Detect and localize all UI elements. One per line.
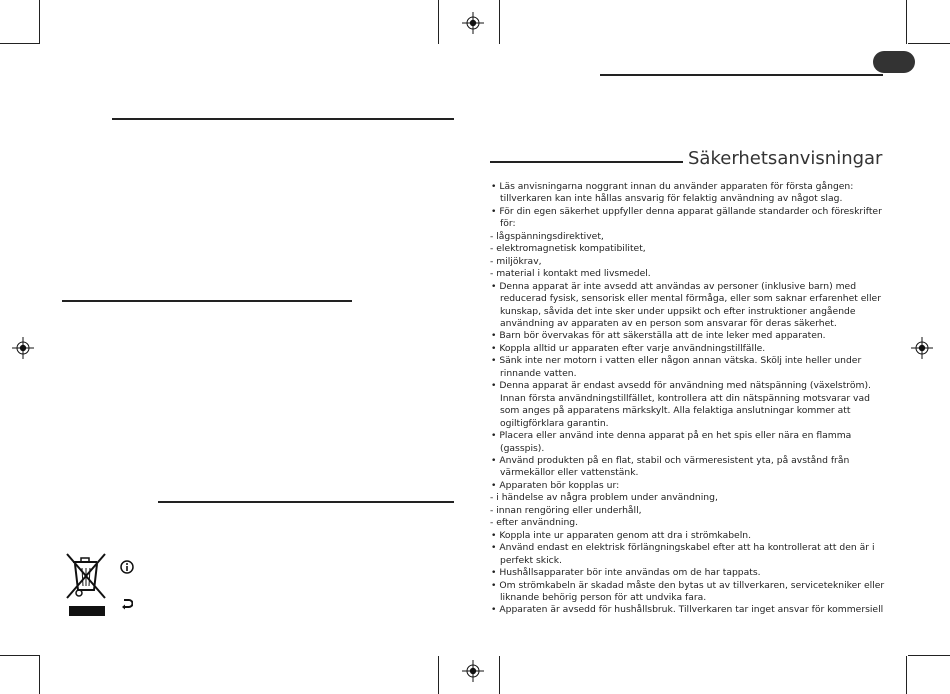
turn-arrow-icon [121,598,133,610]
dash-item: - i händelse av några problem under användning, [490,492,718,504]
bullet-line: • Barn bör övervakas för att säkerställa att de inte leker med apparaten. [491,330,826,342]
continuation-line: värmekällor eller vattenstänk. [500,467,639,479]
continuation-line: kunskap, såvida det inte sker under uppsikt och efter instruktioner angående [500,305,856,317]
bullet-line: • Koppla inte ur apparaten genom att dra i strömkabeln. [491,529,751,541]
registration-mark-icon [462,660,484,682]
language-tab-badge [873,51,915,73]
continuation-line: perfekt skick. [500,554,562,566]
bullet-line: • Använd endast en elektrisk förlängningskabel efter att ha kontrollerat att den är i [491,542,875,554]
continuation-line: användning av apparaten av en person som ansvarar för deras säkerhet. [500,317,837,329]
continuation-line: ogiltigförklara garantin. [500,417,609,429]
bullet-line: • Om strömkabeln är skadad måste den bytas ut av tillverkaren, servicetekniker eller [491,579,885,591]
bullet-line: • Denna apparat är inte avsedd att användas av personer (inklusive barn) med [491,280,857,292]
bullet-line: • Använd produkten på en flat, stabil och värmeresistent yta, på avstånd från [491,454,850,466]
continuation-line: tillverkaren kan inte hållas ansvarig för felaktig användning av något slag. [500,193,843,205]
section-rule [158,501,454,503]
continuation-line: som anges på apparatens märkskylt. Alla felaktiga anslutningar kommer att [500,405,851,417]
title-rule [490,161,683,163]
crop-mark [39,0,40,44]
bullet-line: • Hushållsapparater bör inte användas om de har tappats. [491,567,761,579]
page-title: Säkerhetsanvisningar [688,148,883,169]
dash-item: - material i kontakt med livsmedel. [490,268,651,280]
bullet-line: • För din egen säkerhet uppfyller denna apparat gällande standarder och föreskrifter [491,205,882,217]
crop-mark [908,655,950,656]
bullet-line: • Sänk inte ner motorn i vatten eller någon annan vätska. Skölj inte heller under [491,355,862,367]
crop-mark [0,43,40,44]
bullet-line: • Denna apparat är endast avsedd för användning med nätspänning (växelström). [491,380,871,392]
crop-mark [908,43,950,44]
info-icon [120,560,134,574]
bullet-line: • Apparaten är avsedd för hushållsbruk. Tillverkaren tar inget ansvar för kommersiell [491,604,884,616]
crop-mark [499,656,500,694]
continuation-line: (gasspis). [500,442,545,454]
registration-mark-icon [12,337,34,359]
dash-item: - miljökrav, [490,255,542,267]
continuation-line: reducerad fysisk, sensorisk eller mental förmåga, eller som saknar erfarenhet eller [500,293,881,305]
crop-mark [906,656,907,694]
bullet-line: • Koppla alltid ur apparaten efter varje användningstillfälle. [491,342,766,354]
crop-mark [906,0,907,44]
crop-mark [39,656,40,694]
crop-mark [0,655,40,656]
crop-mark [438,656,439,694]
dash-item: - elektromagnetisk kompatibilitet, [490,243,646,255]
dash-item: - lågspänningsdirektivet, [490,230,604,242]
dash-item: - innan rengöring eller underhåll, [490,504,642,516]
registration-mark-icon [911,337,933,359]
dash-item: - efter användning. [490,517,579,529]
continuation-line: rinnande vatten. [500,367,577,379]
continuation-line: Innan första användningstillfället, kontrollera att din nätspänning motsvarar vad [500,392,870,404]
bullet-line: • Läs anvisningarna noggrant innan du använder apparaten för första gången: [491,181,854,192]
crossed-out-wheelie-bin-icon [63,552,107,618]
registration-mark-icon [462,12,484,34]
safety-instructions [490,181,890,617]
bullet-line: • Apparaten bör kopplas ur: [491,479,620,491]
continuation-line: för: [500,218,516,230]
header-rule [600,74,883,76]
continuation-line: liknande behörig person för att undvika fara. [500,591,707,603]
section-rule [112,118,454,120]
section-rule [62,300,352,302]
bullet-line: • Placera eller använd inte denna apparat på en het spis eller nära en flamma [491,430,852,442]
crop-mark [438,0,439,44]
crop-mark [499,0,500,44]
